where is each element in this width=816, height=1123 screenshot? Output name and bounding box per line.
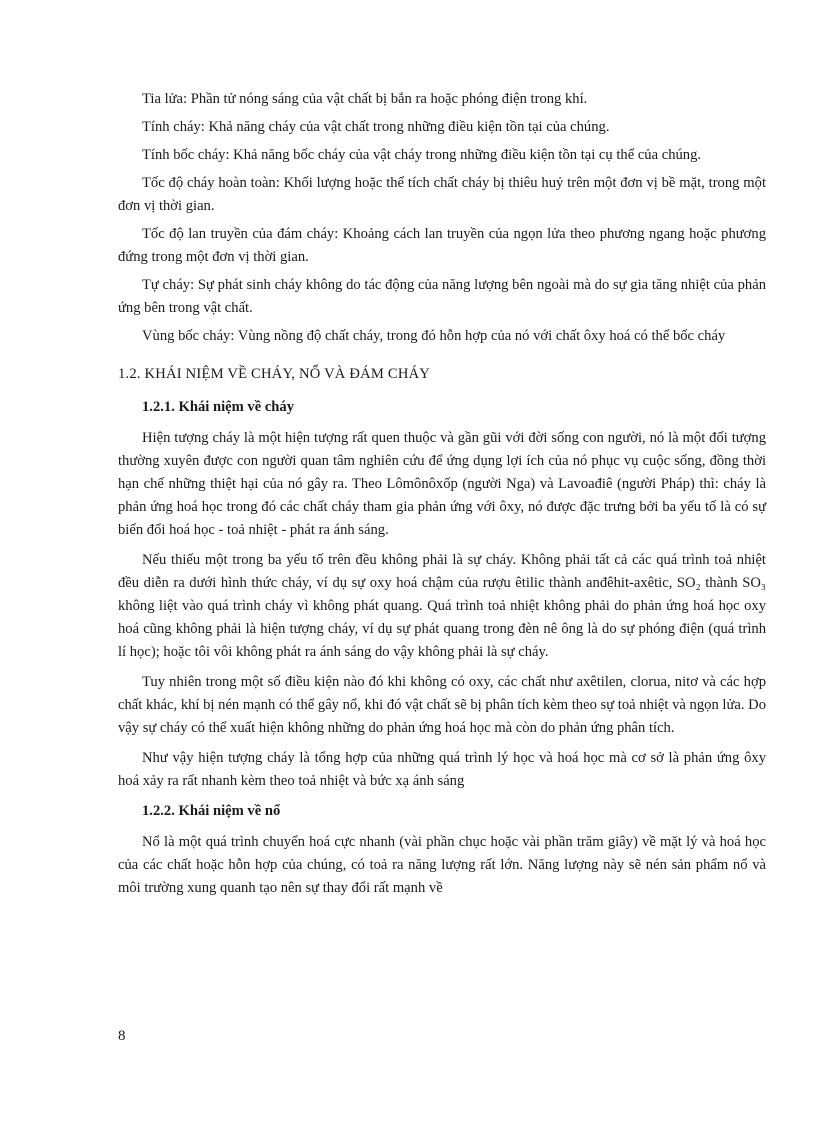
definitions-list (118, 88, 766, 348)
paragraph: Tuy nhiên trong một số điều kiện nào đó khi không có oxy, các chất như axêtilen, clorua, nitơ và các hợp chất khác, khí bị nén mạnh có thể gây nổ, khi đó vật chất sẽ bị phân tích kèm theo sự toả nhiệt và ngọn lửa. Do vậy sự cháy có thể xuất hiện không những do phản ứng hoá học mà còn do phản ứng phân tích. (118, 674, 766, 736)
definition-item: Vùng bốc cháy: Vùng nồng độ chất cháy, trong đó hỗn hợp của nó với chất ôxy hoá có thể bốc cháy (142, 328, 726, 344)
section-heading: 1.2. KHÁI NIỆM VỀ CHÁY, NỔ VÀ ĐÁM CHÁY (118, 366, 431, 382)
definition-item: Tính bốc cháy: Khả năng bốc cháy của vật cháy trong những điều kiện tồn tại cụ thể của chúng. (142, 147, 702, 163)
definition-item: Tính cháy: Khả năng cháy của vật chất trong những điều kiện tồn tại của chúng. (142, 119, 610, 135)
subsection-body (118, 427, 766, 793)
paragraph: Nổ là một quá trình chuyển hoá cực nhanh (vài phần chục hoặc vài phần trăm giây) về mặt lý và hoá học của các chất hoặc hỗn hợp của chúng, có toả ra năng lượng rất lớn. Năng lượng này sẽ nén sản phẩm nổ và môi trường xung quanh tạo nên sự thay đổi rất mạnh về (118, 834, 766, 896)
definition-item: Tốc độ cháy hoàn toàn: Khối lượng hoặc thể tích chất cháy bị thiêu huỷ trên một đơn vị bề mặt, trong một đơn vị thời gian. (118, 175, 766, 214)
subsection-heading: 1.2.1. Khái niệm về cháy (142, 399, 295, 415)
definition-item: Tốc độ lan truyền của đám cháy: Khoảng cách lan truyền của ngọn lửa theo phương ngang hoặc phương đứng trong một đơn vị thời gian. (118, 226, 766, 265)
subsection-heading: 1.2.2. Khái niệm về nổ (142, 803, 281, 819)
paragraph: Như vậy hiện tượng cháy là tổng hợp của những quá trình lý học và hoá học mà cơ sở là phản ứng ôxy hoá xảy ra rất nhanh kèm theo toả nhiệt và bức xạ ánh sáng (118, 750, 766, 789)
page-number: 8 (118, 1028, 126, 1044)
page-content (118, 88, 766, 907)
paragraph: Hiện tượng cháy là một hiện tượng rất quen thuộc và gần gũi với đời sống con người, nó là một đối tượng thường xuyên được con người quan tâm nghiên cứu để ứng dụng lợi ích của nó phục vụ cuộc sống, đồng thời hạn chế những thiệt hại của nó gây ra. Theo Lômônôxốp (người Nga) và Lavoađiê (người Pháp) thì: cháy là phản ứng hoá học trong đó các chất cháy tham gia phản ứng với ôxy, nó được đặc trưng bởi ba yếu tố là có sự biến đổi hoá học - toả nhiệt - phát ra ánh sáng. (118, 430, 766, 538)
definition-item: Tự cháy: Sự phát sinh cháy không do tác động của năng lượng bên ngoài mà do sự gia tăng nhiệt của phản ứng bên trong vật chất. (118, 277, 766, 316)
definition-item: Tia lửa: Phần tử nóng sáng của vật chất bị bắn ra hoặc phóng điện trong khí. (142, 91, 588, 107)
subsection-body (118, 831, 766, 900)
paragraph: Nếu thiếu một trong ba yếu tố trên đều không phải là sự cháy. Không phải tất cả các quá trình toả nhiệt đều diễn ra dưới hình thức cháy, ví dụ sự oxy hoá chậm của rượu êtilic thành anđêhit-axêtic, SO₂ thành SO₃ không liệt vào quá trình cháy vì không phát quang. Quá trình toả nhiệt không phải do phản ứng hoá học oxy hoá cũng không phải là hiện tượng cháy, ví dụ sự phát quang trong đèn nê ông là do sự phóng điện (quá trình lí học); hoặc tôi vôi không phát ra ánh sáng do vậy không phải là sự cháy. (118, 552, 766, 660)
